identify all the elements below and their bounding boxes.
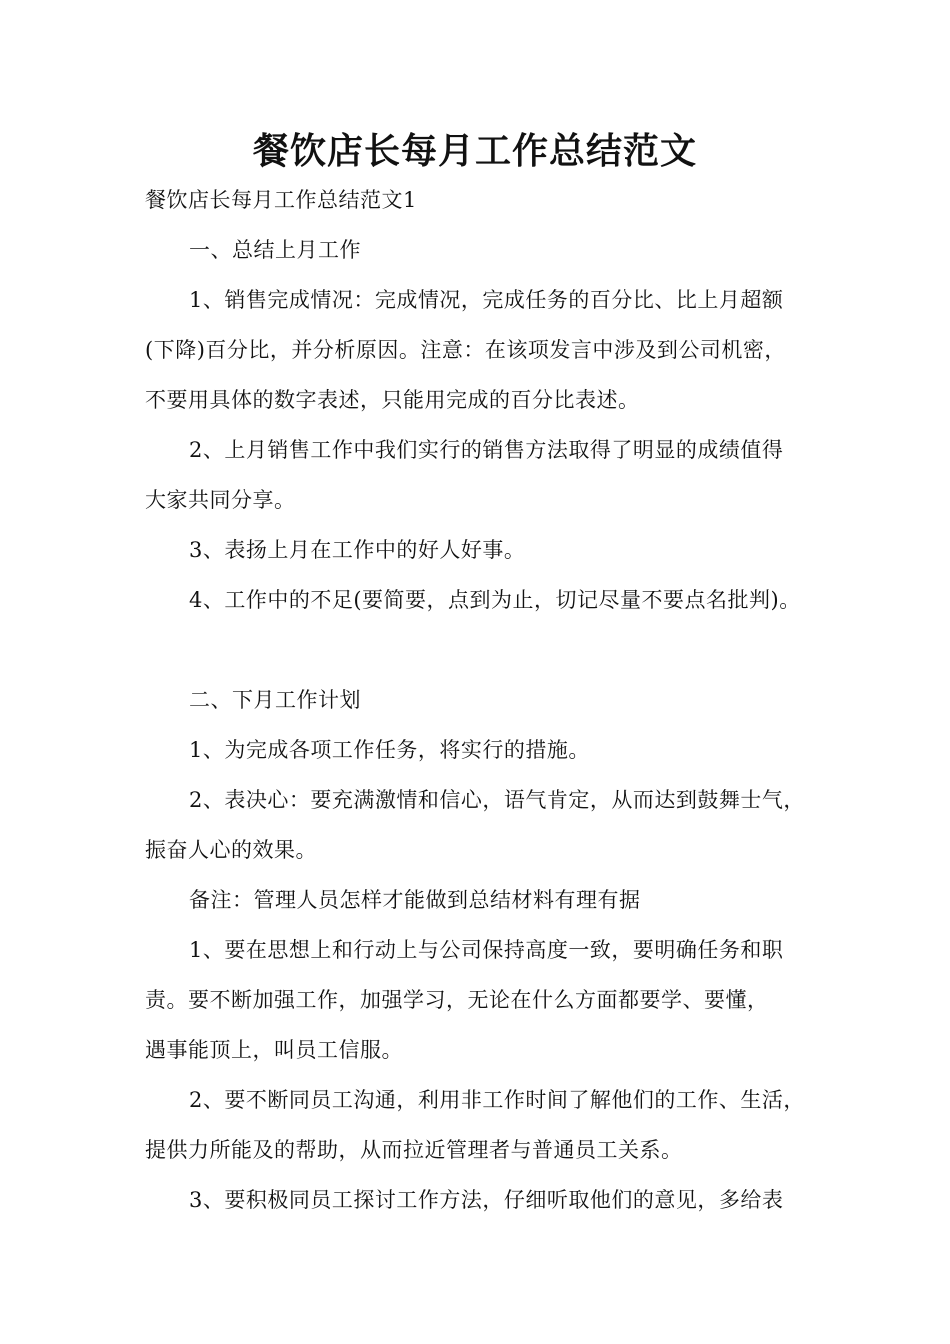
document-subtitle: 餐饮店长每月工作总结范文1	[145, 188, 417, 212]
paragraph-line: 不要用具体的数字表述，只能用完成的百分比表述。	[145, 388, 640, 412]
section-heading-next-month: 二、下月工作计划	[189, 688, 361, 712]
paragraph-line: 振奋人心的效果。	[145, 838, 317, 862]
paragraph-line: 1、为完成各项工作任务，将实行的措施。	[189, 738, 590, 762]
paragraph-line: 大家共同分享。	[145, 488, 296, 512]
note-heading: 备注：管理人员怎样才能做到总结材料有理有据	[189, 888, 641, 912]
paragraph-line: 4、工作中的不足(要简要，点到为止，切记尽量不要点名批判)。	[189, 588, 801, 612]
paragraph-line: 1、销售完成情况：完成情况，完成任务的百分比、比上月超额	[189, 288, 784, 312]
paragraph-line: 3、要积极同员工探讨工作方法，仔细听取他们的意见，多给表	[189, 1188, 784, 1212]
paragraph-line: 提供力所能及的帮助，从而拉近管理者与普通员工关系。	[145, 1138, 683, 1162]
document-title: 餐饮店长每月工作总结范文	[252, 131, 697, 172]
section-heading-last-month: 一、总结上月工作	[189, 238, 361, 262]
paragraph-line: 遇事能顶上，叫员工信服。	[145, 1038, 403, 1062]
paragraph-line: 责。要不断加强工作，加强学习，无论在什么方面都要学、要懂，	[145, 988, 769, 1012]
paragraph-line: 2、上月销售工作中我们实行的销售方法取得了明显的成绩值得	[189, 438, 784, 462]
paragraph-line: (下降)百分比，并分析原因。注意：在该项发言中涉及到公司机密，	[145, 338, 786, 362]
paragraph-line: 3、表扬上月在工作中的好人好事。	[189, 538, 526, 562]
paragraph-line: 2、表决心：要充满激情和信心，语气肯定，从而达到鼓舞士气，	[189, 788, 805, 812]
paragraph-line: 1、要在思想上和行动上与公司保持高度一致，要明确任务和职	[189, 938, 784, 962]
paragraph-line: 2、要不断同员工沟通，利用非工作时间了解他们的工作、生活，	[189, 1088, 805, 1112]
